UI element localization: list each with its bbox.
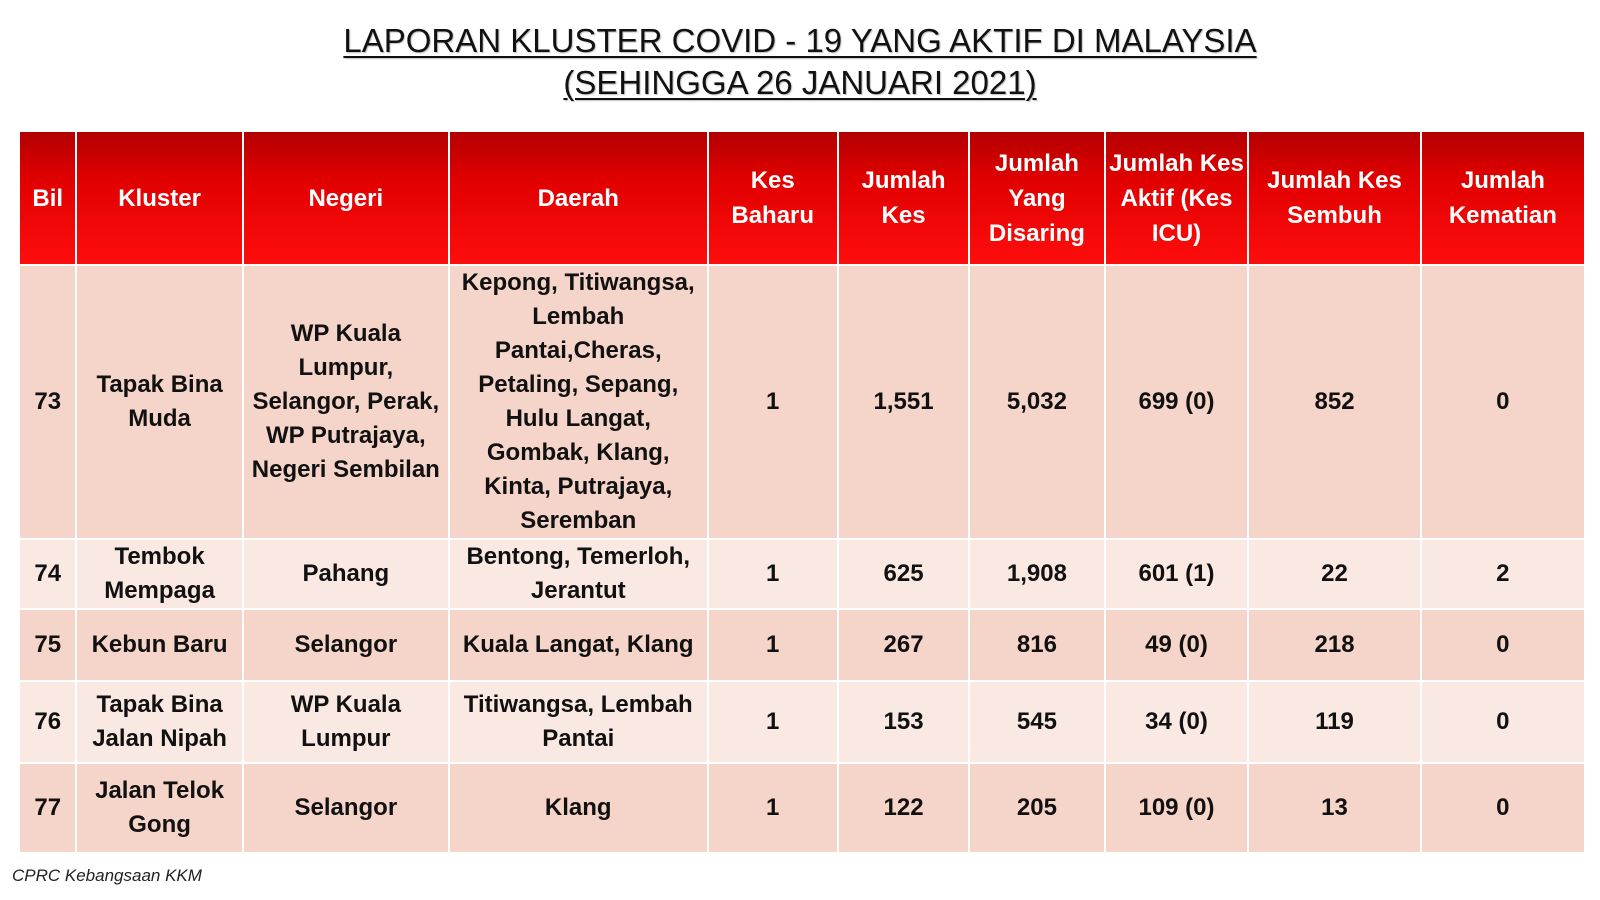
cell-daerah: Kepong, Titiwangsa, Lembah Pantai,Cheras, Petaling, Sepang, Hulu Langat, Gombak, Klang, Kinta, Putrajaya, Seremban	[449, 265, 708, 539]
cell-kes-sembuh: 218	[1248, 609, 1420, 681]
table-row	[19, 609, 1585, 681]
cell-kematian: 0	[1421, 681, 1585, 763]
cell-kes-baharu: 1	[708, 681, 838, 763]
cell-daerah: Titiwangsa, Lembah Pantai	[449, 681, 708, 763]
cell-kes-aktif: 34 (0)	[1105, 681, 1249, 763]
cell-bil: 75	[19, 609, 76, 681]
table-header-row	[19, 131, 1585, 265]
cell-kes-baharu: 1	[708, 539, 838, 609]
cell-jumlah-disaring: 1,908	[969, 539, 1104, 609]
cell-kematian: 0	[1421, 609, 1585, 681]
header-jumlah-kes-sembuh: Jumlah Kes Sembuh	[1248, 131, 1420, 265]
cell-negeri: WP Kuala Lumpur, Selangor, Perak, WP Putrajaya, Negeri Sembilan	[243, 265, 449, 539]
cell-kluster: Tembok Mempaga	[76, 539, 242, 609]
title-line-2: (SEHINGGA 26 JANUARI 2021)	[563, 64, 1037, 101]
source-note: CPRC Kebangsaan KKM	[12, 866, 202, 885]
title-line-1: LAPORAN KLUSTER COVID - 19 YANG AKTIF DI MALAYSIA	[343, 22, 1257, 59]
header-negeri: Negeri	[243, 131, 449, 265]
header-kluster: Kluster	[76, 131, 242, 265]
cell-kes-baharu: 1	[708, 265, 838, 539]
cell-kes-baharu: 1	[708, 763, 838, 853]
cell-kes-sembuh: 22	[1248, 539, 1420, 609]
cell-daerah: Bentong, Temerloh, Jerantut	[449, 539, 708, 609]
header-jumlah-kes-aktif: Jumlah Kes Aktif (Kes ICU)	[1105, 131, 1249, 265]
cell-jumlah-kes: 267	[838, 609, 969, 681]
cell-jumlah-kes: 625	[838, 539, 969, 609]
header-bil: Bil	[19, 131, 76, 265]
header-jumlah-disaring: Jumlah Yang Disaring	[969, 131, 1104, 265]
cell-jumlah-disaring: 5,032	[969, 265, 1104, 539]
header-jumlah-kes: Jumlah Kes	[838, 131, 969, 265]
cell-kes-aktif: 49 (0)	[1105, 609, 1249, 681]
cell-daerah: Klang	[449, 763, 708, 853]
table-row	[19, 265, 1585, 539]
cell-kes-aktif: 699 (0)	[1105, 265, 1249, 539]
header-kes-baharu: Kes Baharu	[708, 131, 838, 265]
cell-negeri: Selangor	[243, 609, 449, 681]
cell-negeri: Selangor	[243, 763, 449, 853]
cell-jumlah-kes: 153	[838, 681, 969, 763]
cell-kes-sembuh: 13	[1248, 763, 1420, 853]
cell-kluster: Jalan Telok Gong	[76, 763, 242, 853]
cell-jumlah-kes: 1,551	[838, 265, 969, 539]
report-title	[0, 20, 1600, 104]
cell-negeri: Pahang	[243, 539, 449, 609]
cell-kes-aktif: 109 (0)	[1105, 763, 1249, 853]
cell-jumlah-disaring: 545	[969, 681, 1104, 763]
cell-kes-baharu: 1	[708, 609, 838, 681]
table-row	[19, 763, 1585, 853]
table-row	[19, 681, 1585, 763]
cell-daerah: Kuala Langat, Klang	[449, 609, 708, 681]
header-jumlah-kematian: Jumlah Kematian	[1421, 131, 1585, 265]
cell-bil: 73	[19, 265, 76, 539]
cell-kluster: Tapak Bina Jalan Nipah	[76, 681, 242, 763]
cell-jumlah-disaring: 205	[969, 763, 1104, 853]
table-row	[19, 539, 1585, 609]
cell-bil: 74	[19, 539, 76, 609]
cell-bil: 76	[19, 681, 76, 763]
cell-kes-sembuh: 119	[1248, 681, 1420, 763]
cell-negeri: WP Kuala Lumpur	[243, 681, 449, 763]
cell-kematian: 0	[1421, 763, 1585, 853]
header-daerah: Daerah	[449, 131, 708, 265]
cell-kematian: 0	[1421, 265, 1585, 539]
cell-kluster: Tapak Bina Muda	[76, 265, 242, 539]
cell-kematian: 2	[1421, 539, 1585, 609]
cell-kluster: Kebun Baru	[76, 609, 242, 681]
cell-kes-aktif: 601 (1)	[1105, 539, 1249, 609]
cell-bil: 77	[19, 763, 76, 853]
cluster-table	[18, 130, 1586, 854]
cell-kes-sembuh: 852	[1248, 265, 1420, 539]
cell-jumlah-kes: 122	[838, 763, 969, 853]
cell-jumlah-disaring: 816	[969, 609, 1104, 681]
